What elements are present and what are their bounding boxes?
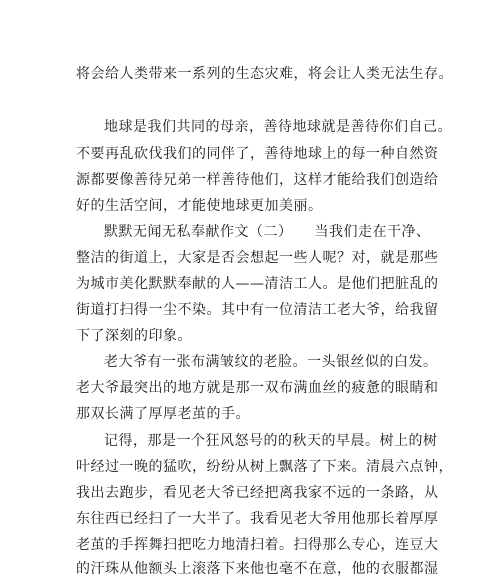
text-line: 源都要像善待兄弟一样善待他们，这样才能给我们创造给 <box>76 172 439 188</box>
text-line: 东往西已经扫了一大半了。我看见老大爷用他那长着厚厚 <box>76 511 439 527</box>
text-line: 老大爷最突出的地方就是那一双布满血丝的疲惫的眼睛和 <box>76 380 439 396</box>
text-line: 我出去跑步，看见老大爷已经把离我家不远的一条路，从 <box>76 485 439 501</box>
paragraph-start-line: 默默无闻无私奉献作文（二） 当我们走在干净、 <box>104 224 431 240</box>
text-line: 叶经过一晚的猛吹，纷纷从树上飘落了下来。清晨六点钟， <box>76 459 453 475</box>
text-line-cut: 的汗珠从他额头上滚落下来他也毫不在意，他的衣服都湿 <box>76 561 439 577</box>
text-line: 街道打扫得一尘不染。其中有一位清洁工老大爷，给我留 <box>76 302 439 318</box>
paragraph-start-line: 记得，那是一个狂风怒号的的秋天的早晨。树上的树 <box>104 433 438 449</box>
text-line: 那双长满了厚厚老茧的手。 <box>76 406 250 422</box>
text-line: 老茧的手挥舞扫把吃力地清扫着。扫得那么专心，连豆大 <box>76 537 439 553</box>
paragraph-start-line: 地球是我们共同的母亲，善待地球就是善待你们自己。 <box>104 119 452 135</box>
text-line: 整洁的街道上，大家是否会想起一些人呢？对，就是那些 <box>76 250 439 266</box>
text-line: 下了深刻的印象。 <box>76 328 192 344</box>
text-line: 好的生活空间，才能使地球更加美丽。 <box>76 198 323 214</box>
text-line: 不要再乱砍伐我们的同伴了，善待地球上的每一种自然资 <box>76 146 439 162</box>
text-line: 将会给人类带来一系列的生态灾难，将会让人类无法生存。 <box>76 66 453 82</box>
paragraph-start-line: 老大爷有一张布满皱纹的老脸。一头银丝似的白发。 <box>104 354 438 370</box>
text-line: 为城市美化默默奉献的人——清洁工人。是他们把脏乱的 <box>76 276 439 292</box>
